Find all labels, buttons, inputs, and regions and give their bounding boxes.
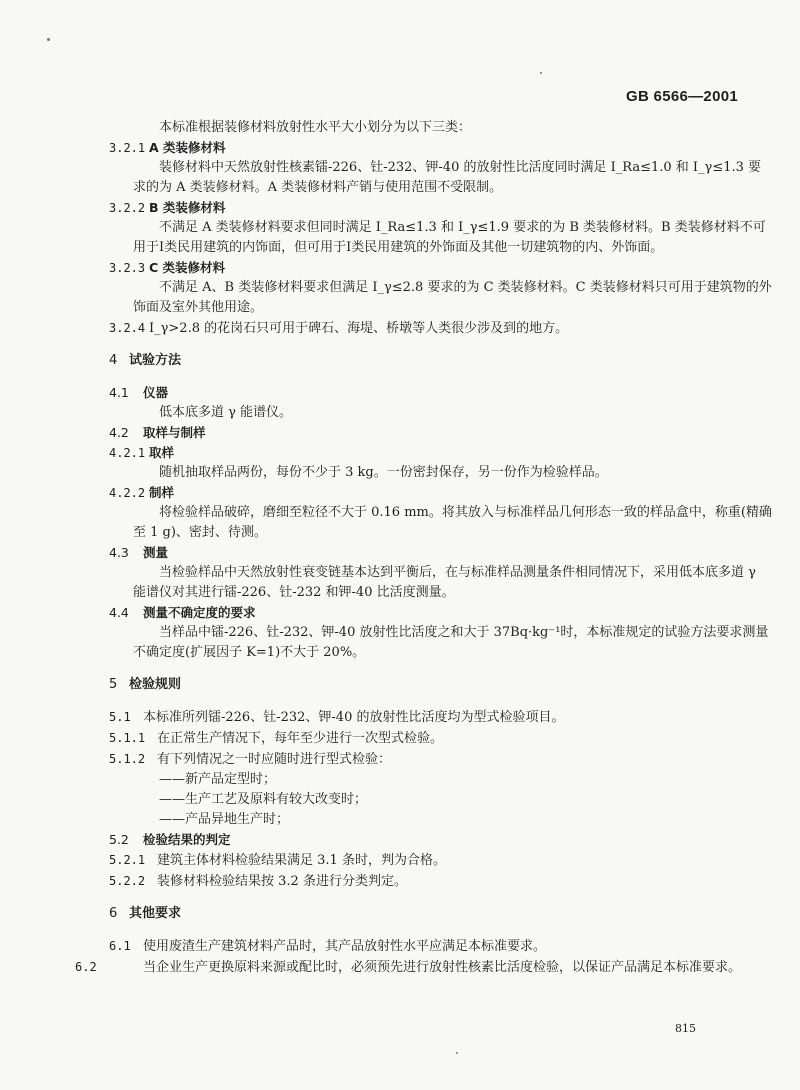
paragraph-5-2-2: 5.2.2 装修材料检验结果按 3.2 条进行分类判定。 (109, 874, 407, 889)
paragraph-5-2-1: 5.2.1 建筑主体材料检验结果满足 3.1 条时，判为合格。 (109, 853, 446, 868)
paragraph-4-3: 当检验样品中天然放射性衰变链基本达到平衡后，在与标准样品测量条件相同情况下，采用低本底多道 γ 能谱仪对其进行镭-226、钍-232 和钾-40 比活度测量。 (133, 565, 756, 600)
heading-5-2: 5.2 检验结果的判定 (109, 832, 231, 847)
paragraph-6-1: 6.1 使用废渣生产建筑材料产品时，其产品放射性水平应满足本标准要求。 (109, 939, 547, 954)
paragraph-3-2-3: 不满足 A、B 类装修材料要求但满足 I_γ≤2.8 要求的为 C 类装修材料。C 类装修材料只可用于建筑物的外饰面及室外其他用途。 (133, 280, 772, 315)
paragraph-5-1: 5.1 本标准所列镭-226、钍-232、钾-40 的放射性比活度均为型式检验项目。 (109, 710, 565, 725)
heading-4-4: 4.4 测量不确定度的要求 (109, 605, 256, 620)
paragraph-4-4: 当样品中镭-226、钍-232、钾-40 放射性比活度之和大于 37Bq·kg⁻¹时，本标准规定的试验方法要求测量不确定度(扩展因子 K=1)不大于 20%。 (133, 625, 769, 660)
heading-3-2-1: 3.2.1 A 类装修材料 (109, 140, 226, 155)
paragraph-4-2-2: 将检验样品破碎，磨细至粒径不大于 0.16 mm。将其放入与标准样品几何形态一致的样品盒中，称重(精确至 1 g)、密封、待测。 (133, 505, 772, 540)
intro-paragraph: 本标准根据装修材料放射性水平大小划分为以下三类： (159, 120, 472, 135)
paragraph-5-1-1: 5.1.1 在正常生产情况下，每年至少进行一次型式检验。 (109, 731, 444, 746)
page-number: 815 (675, 1022, 696, 1035)
heading-4-1: 4.1 仪器 (109, 385, 169, 400)
scan-speck (540, 72, 542, 74)
standard-code: GB 6566—2001 (625, 88, 738, 105)
heading-4-2: 4.2 取样与制样 (109, 425, 206, 440)
paragraph-4-1: 低本底多道 γ 能谱仪。 (159, 405, 293, 420)
paragraph-3-2-2: 不满足 A 类装修材料要求但同时满足 I_Ra≤1.3 和 I_γ≤1.9 要求的为 B 类装修材料。B 类装修材料不可用于Ⅰ类民用建筑的内饰面，但可用于Ⅰ类民用建筑的外饰面及其他一切建筑物的内、外饰面。 (133, 220, 766, 255)
heading-5: 5 检验规则 (109, 677, 182, 692)
paragraph-6-2: 6.2 当企业生产更换原料来源或配比时，必须预先进行放射性核素比活度检验，以保证产品满足本标准要求。 (75, 960, 742, 975)
heading-4-3: 4.3 测量 (109, 545, 169, 560)
paragraph-5-1-2: 5.1.2 有下列情况之一时应随时进行型式检验： (109, 752, 392, 767)
heading-3-2-2: 3.2.2 B 类装修材料 (109, 200, 226, 215)
dash-item: ——产品异地生产时； (159, 812, 290, 827)
paragraph-3-2-1: 装修材料中天然放射性核素镭-226、钍-232、钾-40 的放射性比活度同时满足 I_Ra≤1.0 和 I_γ≤1.3 要求的为 A 类装修材料。A 类装修材料产销与使用范围不受限制。 (133, 160, 762, 195)
heading-4-2-1: 4.2.1 取样 (109, 445, 175, 460)
document-body (75, 118, 773, 978)
dash-item: ——生产工艺及原料有较大改变时； (159, 792, 368, 807)
dash-item: ——新产品定型时； (159, 772, 277, 787)
heading-3-2-3: 3.2.3 C 类装修材料 (109, 260, 226, 275)
scan-speck (47, 38, 50, 41)
heading-4-2-2: 4.2.2 制样 (109, 485, 175, 500)
paragraph-3-2-4: 3.2.4 I_γ>2.8 的花岗石只可用于碑石、海堤、桥墩等人类很少涉及到的地方。 (109, 321, 569, 336)
scan-speck (456, 1052, 458, 1054)
heading-6: 6 其他要求 (109, 906, 182, 921)
paragraph-4-2-1: 随机抽取样品两份，每份不少于 3 kg。一份密封保存，另一份作为检验样品。 (159, 465, 608, 480)
heading-4: 4 试验方法 (109, 353, 182, 368)
